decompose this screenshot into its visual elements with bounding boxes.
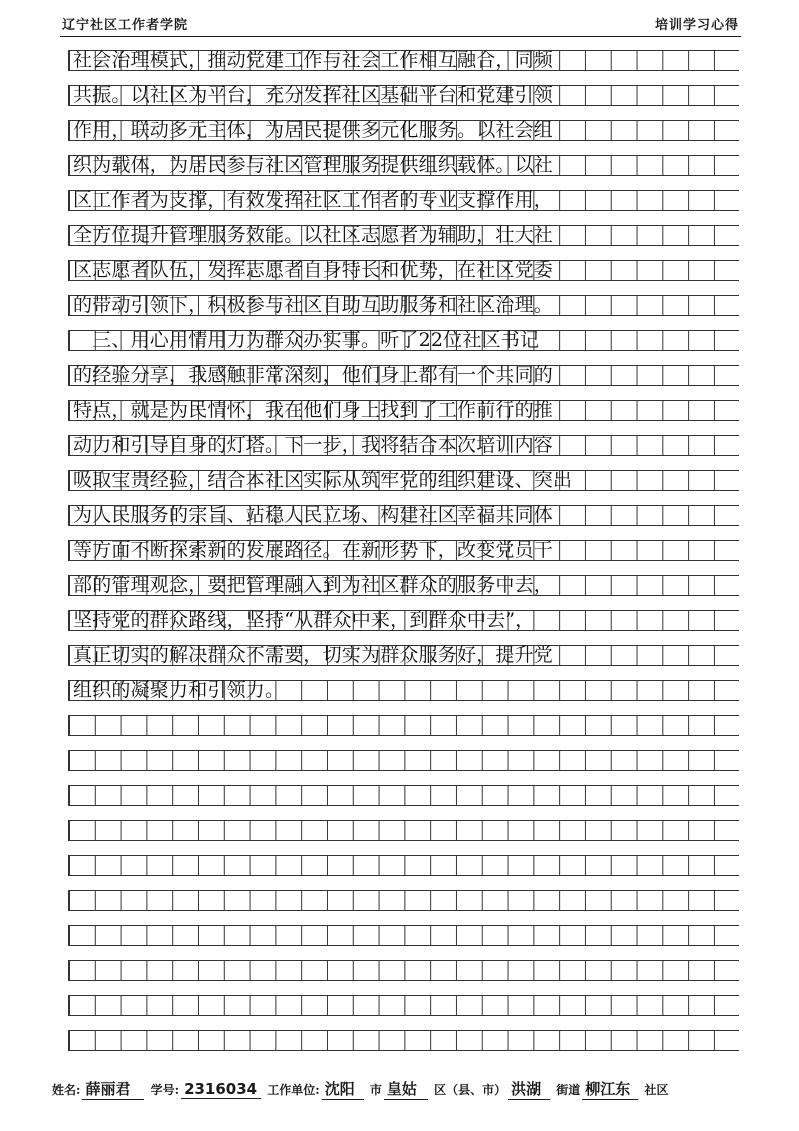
header-rule [60,36,741,37]
grid-row [68,540,739,561]
row-text: 全方位提升管理服务效能。以社区志愿者为辅助，壮大社 [73,224,554,246]
street-label: 街道 [556,1083,581,1097]
street-value: 洪湖 [508,1078,550,1100]
row-text: 部的管理观念，要把管理融入到为社区群众的服务中去， [73,574,554,596]
city-value: 沈阳 [322,1078,364,1100]
row-text: 等方面不断探索新的发展路径。在新形势下，改变党员干 [73,539,554,561]
grid-row [68,680,739,701]
community-label: 社区 [644,1083,669,1097]
row-text: 区志愿者队伍，发挥志愿者自身特长和优势，在社区党委 [73,259,554,281]
grid-row [68,400,739,421]
grid-row [68,260,739,281]
row-text: 真正切实的解决群众不需要，切实为群众服务好，提升党 [73,644,554,666]
writing-grid [68,50,739,1066]
grid-row [68,925,739,946]
row-text: 动力和引导自身的灯塔。下一步，我将结合本次培训内容 [73,434,554,456]
grid-row [68,365,739,386]
grid-row [68,995,739,1016]
row-text: 特点，就是为民情怀，我在他们身上找到了工作前行的推 [73,399,554,421]
grid-row [68,785,739,806]
grid-row [68,225,739,246]
grid-row [68,575,739,596]
name-value: 薛丽君 [82,1078,144,1100]
grid-row [68,470,739,491]
footer-info [52,1078,752,1100]
college-name: 辽宁社区工作者学院 [62,18,189,33]
grid-row [68,855,739,876]
row-text: 织为载体，为居民参与社区管理服务提供组织载体。以社 [73,154,554,176]
grid-row [68,1030,739,1051]
grid-row [68,435,739,456]
grid-row [68,120,739,141]
row-text: 区工作者为支撑，有效发挥社区工作者的专业支撑作用， [73,189,554,211]
grid-row [68,190,739,211]
grid-row [68,960,739,981]
community-value: 柳江东 [582,1078,638,1100]
row-text: 三、用心用情用力为群众办实事。听了22位社区书记 [73,329,540,351]
row-text: 作用，联动多元主体，为居民提供多元化服务。以社会组 [73,119,554,141]
row-text: 社会治理模式，推动党建工作与社会工作相互融合，同频 [73,49,554,71]
grid-row [68,820,739,841]
row-text: 吸取宝贵经验，结合本社区实际从筑牢党的组织建设、突出 [73,469,573,491]
grid-row [68,715,739,736]
grid-row [68,645,739,666]
grid-row [68,505,739,526]
grid-row [68,295,739,316]
grid-row [68,750,739,771]
district-value: 皇姑 [384,1078,428,1100]
row-text: 坚持党的群众路线，坚持“从群众中来，到群众中去”， [73,609,535,631]
id-label: 学号: [150,1083,180,1097]
row-text: 组织的凝聚力和引领力。 [73,679,285,701]
row-text: 为人民服务的宗旨、站稳人民立场、构建社区幸福共同体 [73,504,554,526]
grid-row [68,50,739,71]
grid-row [68,155,739,176]
grid-row [68,610,739,631]
row-text: 的经验分享，我感触非常深刻，他们身上都有一个共同的 [73,364,554,386]
name-label: 姓名: [52,1083,81,1097]
sheet-title: 培训学习心得 [654,18,739,33]
grid-row [68,85,739,106]
row-text: 共振。以社区为平台，充分发挥社区基础平台和党建引领 [73,84,554,106]
city-label: 市 [369,1083,382,1097]
grid-row [68,330,739,351]
grid-row [68,890,739,911]
row-text: 的带动引领下，积极参与社区自助互助服务和社区治理。 [73,294,554,316]
district-label: 区（县、市） [434,1083,507,1097]
id-value: 2316034 [181,1080,261,1099]
unit-label: 工作单位: [267,1083,320,1097]
